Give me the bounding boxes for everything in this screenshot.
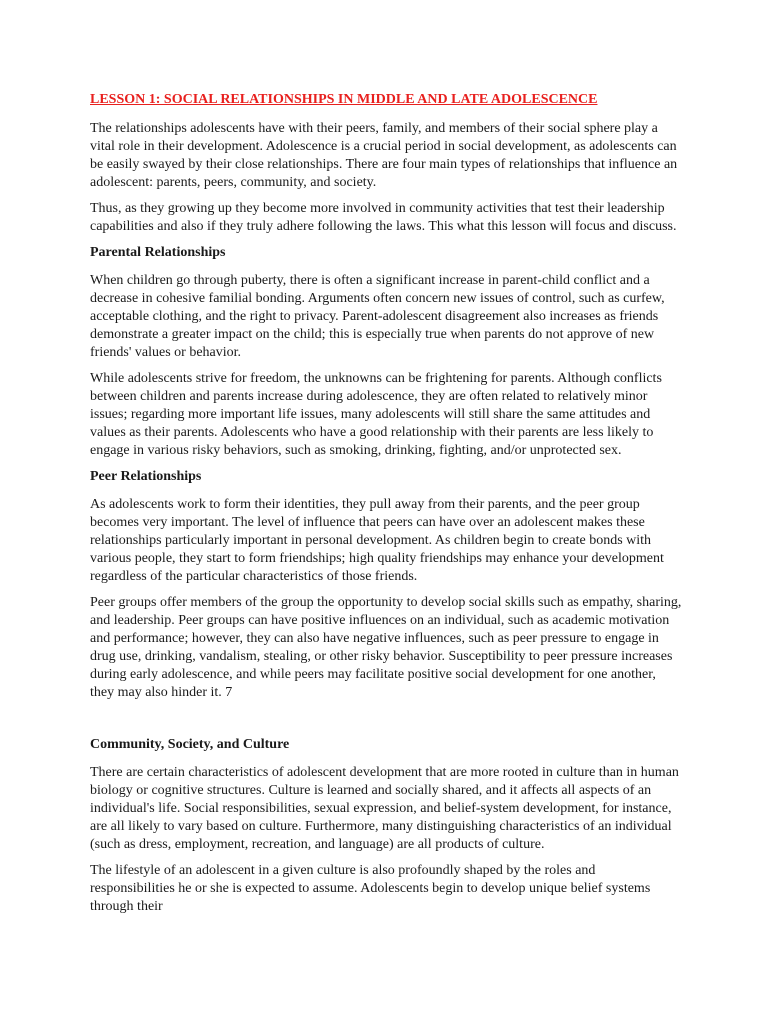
parental-paragraph-2: While adolescents strive for freedom, the unknowns can be frightening for parents. Although conflicts between children and parents increase during adolescence, they are often related to relatively minor issues; regarding more important life issues, many adolescents will still share the same attitudes and values as their parents. Adolescents who have a good relationship with their parents are less likely to engage in various risky behaviors, such as smoking, drinking, fighting, and/or unprotected sex. xyxy=(90,371,662,458)
peer-paragraph-2: Peer groups offer members of the group the opportunity to develop social skills such as empathy, sharing, and leadership. Peer groups can have positive influences on an individual, such as academic motivation and performance; however, they can also have negative influences, such as peer pressure to engage in drug use, drinking, vandalism, stealing, or other risky behavior. Susceptibility to peer pressure increases during early adolescence, and while peers may facilitate positive social development for one another, they may also hinder it. 7 xyxy=(90,595,682,700)
section-heading-parental: Parental Relationships xyxy=(90,245,226,260)
intro-paragraph-1: The relationships adolescents have with their peers, family, and members of their social sphere play a vital role in their development. Adolescence is a crucial period in social development, as adolescents can be easily swayed by their close relationships. There are four main types of relationships that influence an adolescent: parents, peers, community, and society. xyxy=(90,121,678,190)
spacer xyxy=(90,710,682,736)
section-heading-peer: Peer Relationships xyxy=(90,469,202,484)
community-paragraph-2: The lifestyle of an adolescent in a given culture is also profoundly shaped by the roles and responsibilities he or she is expected to assume. Adolescents begin to develop unique belief systems through their xyxy=(90,863,651,914)
section-heading-community: Community, Society, and Culture xyxy=(90,737,290,752)
lesson-title: LESSON 1: SOCIAL RELATIONSHIPS IN MIDDLE AND LATE ADOLESCENCE xyxy=(90,92,598,107)
community-paragraph-1: There are certain characteristics of adolescent development that are more rooted in culture than in human biology or cognitive structures. Culture is learned and socially shared, and it affects all aspects of an individual's life. Social responsibilities, sexual expression, and belief-system development, for instance, are all likely to vary based on culture. Furthermore, many distinguishing characteristics of an individual (such as dress, employment, recreation, and language) are all products of culture. xyxy=(90,765,679,852)
intro-paragraph-2: Thus, as they growing up they become more involved in community activities that test their leadership capabilities and also if they truly adhere following the laws. This what this lesson will focus and discuss. xyxy=(90,201,677,234)
peer-paragraph-1: As adolescents work to form their identities, they pull away from their parents, and the peer group becomes very important. The level of influence that peers can have over an adolescent makes these relationships particularly important in personal development. As children begin to create bonds with various people, they start to form friendships; high quality friendships may enhance your development regardless of the particular characteristics of those friends. xyxy=(90,497,664,584)
parental-paragraph-1: When children go through puberty, there is often a significant increase in parent-child conflict and a decrease in cohesive familial bonding. Arguments often concern new issues of control, such as curfew, acceptable clothing, and the right to privacy. Parent-adolescent disagreement also increases as friends demonstrate a greater impact on the child; this is especially true when parents do not approve of new friends' values or behavior. xyxy=(90,273,665,360)
document-page xyxy=(90,91,682,924)
